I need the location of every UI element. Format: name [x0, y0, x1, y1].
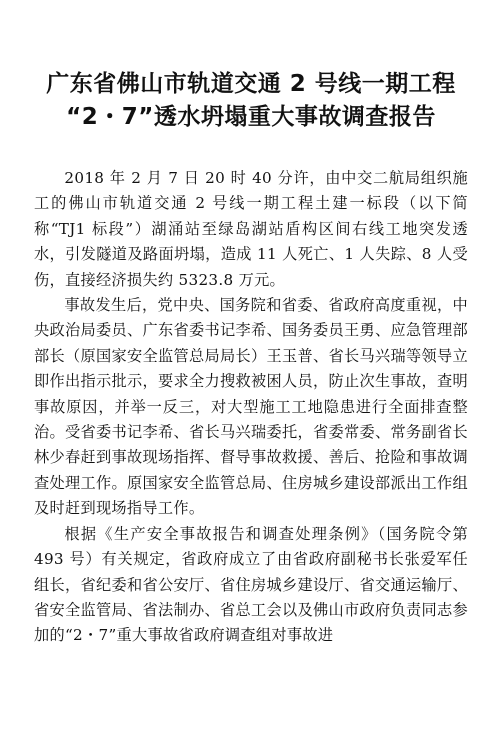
paragraph: 事故发生后，党中央、国务院和省委、省政府高度重视，中央政治局委员、广东省委书记李希、国务委员王勇、应急管理部部长（原国家安全监管总局局长）王玉普、省长马兴瑞等领导立即作出指示批示，要求全力搜救被困人员，防止次生事故，查明事故原因，并举一反三，对大型施工工地隐患进行全面排查整治。受省委书记李希、省长马兴瑞委托，省委常委、常务副省长林少春赶到事故现场指挥、督导事故救援、善后、抢险和事故调查处理工作。原国家安全监管总局、住房城乡建设部派出工作组及时赶到现场指导工作。	[34, 296, 468, 518]
paragraph: 根据《生产安全事故报告和调查处理条例》（国务院令第 493 号）有关规定，省政府成立了由省政府副秘书长张爱军任组长，省纪委和省公安厅、省住房城乡建设厅、省交通运输厅、省安全监管局、省法制办、省总工会以及佛山市政府负责同志参加的“2・7”重大事故省政府调查组对事故进	[34, 524, 468, 645]
paragraph: 2018 年 2 月 7 日 20 时 40 分许，由中交二航局组织施工的佛山市轨道交通 2 号线一期工程土建一标段（以下简称“TJ1 标段”）湖涌站至绿岛湖站盾构区间右线工地突发透水，引发隧道及路面坍塌，造成 11 人死亡、1 人失踪、8 人受伤，直接经济损失约 5323.8 万元。	[34, 169, 468, 289]
title-line-2: “2・7”透水坍塌重大事故调查报告	[66, 104, 436, 130]
report-title	[0, 68, 502, 134]
report-body	[34, 166, 468, 649]
title-line-1: 广东省佛山市轨道交通 2 号线一期工程	[46, 71, 456, 97]
